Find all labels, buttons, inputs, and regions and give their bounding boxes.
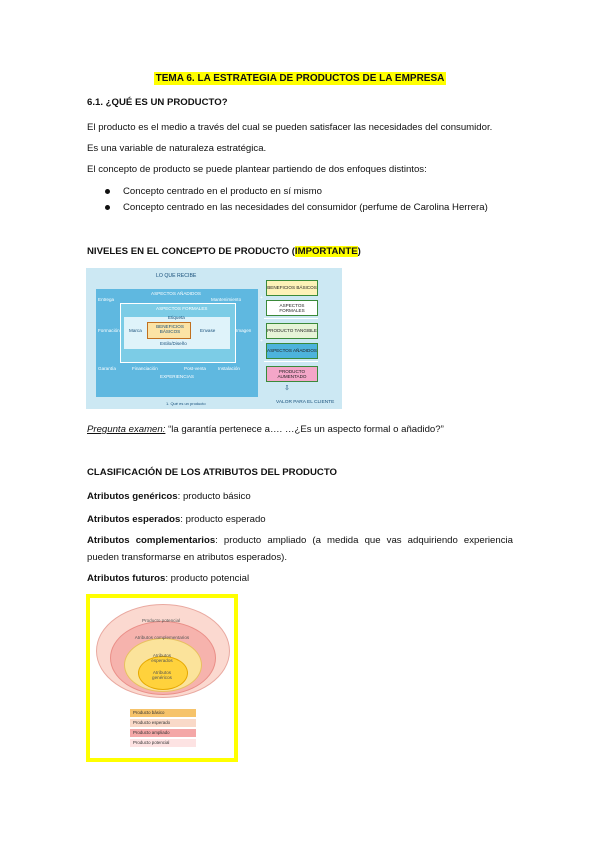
legend-item: Producto básico <box>130 709 196 717</box>
right-box: BENEFICIOS BÁSICOS <box>266 280 318 296</box>
label-imagen: Imagen <box>236 328 252 333</box>
label-postventa: Post-venta <box>184 366 206 371</box>
label-formacion: Formación <box>98 328 120 333</box>
label-entrega: Entrega <box>98 297 115 302</box>
bullet-icon <box>105 205 110 210</box>
attributes-diagram <box>86 594 238 762</box>
exam-question-label: Pregunta examen: <box>87 424 166 435</box>
label-experiencias: EXPERIENCIAS <box>160 374 194 379</box>
down-arrow-icon: ⇩ <box>284 385 290 392</box>
ring-2-label: Atributos complementarios <box>134 635 190 640</box>
formal-aspects-label: ASPECTOS FORMALES <box>156 306 208 311</box>
diagram-top-label: LO QUE RECIBE <box>156 273 197 279</box>
bullet-item: Concepto centrado en el producto en sí mismo <box>123 186 322 197</box>
paragraph: El producto es el medio a través del cual se pueden satisfacer las necesidades del consumidor. <box>87 122 493 133</box>
bullet-icon <box>105 189 110 194</box>
label-estilo: Estilo/Diseño <box>160 341 187 346</box>
clasificacion-heading: CLASIFICACIÓN DE LOS ATRIBUTOS DEL PRODUCTO <box>87 467 337 478</box>
attribute-item: Atributos complementarios: producto ampliado (a medida que vas adquiriendo experiencia pueden transformarse en atributos esperados). <box>87 535 513 563</box>
attribute-item: Atributos genéricos: producto básico <box>87 491 251 502</box>
legend-item: Producto esperado <box>130 719 196 727</box>
bullet-item: Concepto centrado en las necesidades del consumidor (perfume de Carolina Herrera) <box>123 202 488 213</box>
diagram-canvas <box>90 598 234 758</box>
right-box: PRODUCTO TANGIBLE <box>266 323 318 339</box>
label-mantenimiento: Mantenimiento <box>211 297 242 302</box>
label-instalacion: Instalación <box>218 366 240 371</box>
paragraph: Es una variable de naturaleza estratégica. <box>87 143 267 154</box>
ring-3-label: Atributos esperados <box>151 653 173 663</box>
label-marca: Marca <box>129 328 142 333</box>
section-heading: 6.1. ¿QUÉ ES UN PRODUCTO? <box>87 97 228 108</box>
legend-item: Producto potencial <box>130 739 196 747</box>
attribute-item: Atributos esperados: producto esperado <box>87 514 266 525</box>
niveles-heading: NIVELES EN EL CONCEPTO DE PRODUCTO (IMPORTANTE) <box>87 246 361 257</box>
added-aspects-label: ASPECTOS AÑADIDOS <box>151 291 201 296</box>
exam-question-text: “la garantía pertenece a…. …¿Es un aspecto formal o añadido?” <box>165 424 444 435</box>
separator <box>264 361 318 362</box>
attribute-item: Atributos futuros: producto potencial <box>87 573 250 584</box>
document-title: TEMA 6. LA ESTRATEGIA DE PRODUCTOS DE LA EMPRESA <box>155 73 445 84</box>
plus-icon: + <box>260 295 263 301</box>
exam-question <box>87 424 444 435</box>
paragraph: El concepto de producto se puede plantear partiendo de dos enfoques distintos: <box>87 164 427 175</box>
ring-core-label: Atributos genéricos <box>152 670 172 680</box>
plus-icon: + <box>260 338 263 344</box>
product-levels-diagram <box>86 268 342 409</box>
value-label: VALOR PARA EL CLIENTE <box>276 400 335 405</box>
label-envase: Envase <box>200 328 216 333</box>
label-etiqueta: Etiqueta <box>168 315 185 320</box>
diagram-footnote: 1. Qué es un producto <box>166 401 206 406</box>
label-garantia: Garantía <box>98 366 116 371</box>
legend-item: Producto ampliado <box>130 729 196 737</box>
separator <box>264 318 318 319</box>
label-financiacion: Financiación <box>132 366 158 371</box>
ring-outer-label: Producto potencial <box>142 618 181 623</box>
right-box: ASPECTOS FORMALES <box>266 300 318 316</box>
right-box: PRODUCTO AUMENTADO <box>266 366 318 382</box>
right-box: ASPECTOS AÑADIDOS <box>266 343 318 359</box>
core-benefits-label: BENEFICIOS BÁSICOS <box>156 324 184 334</box>
